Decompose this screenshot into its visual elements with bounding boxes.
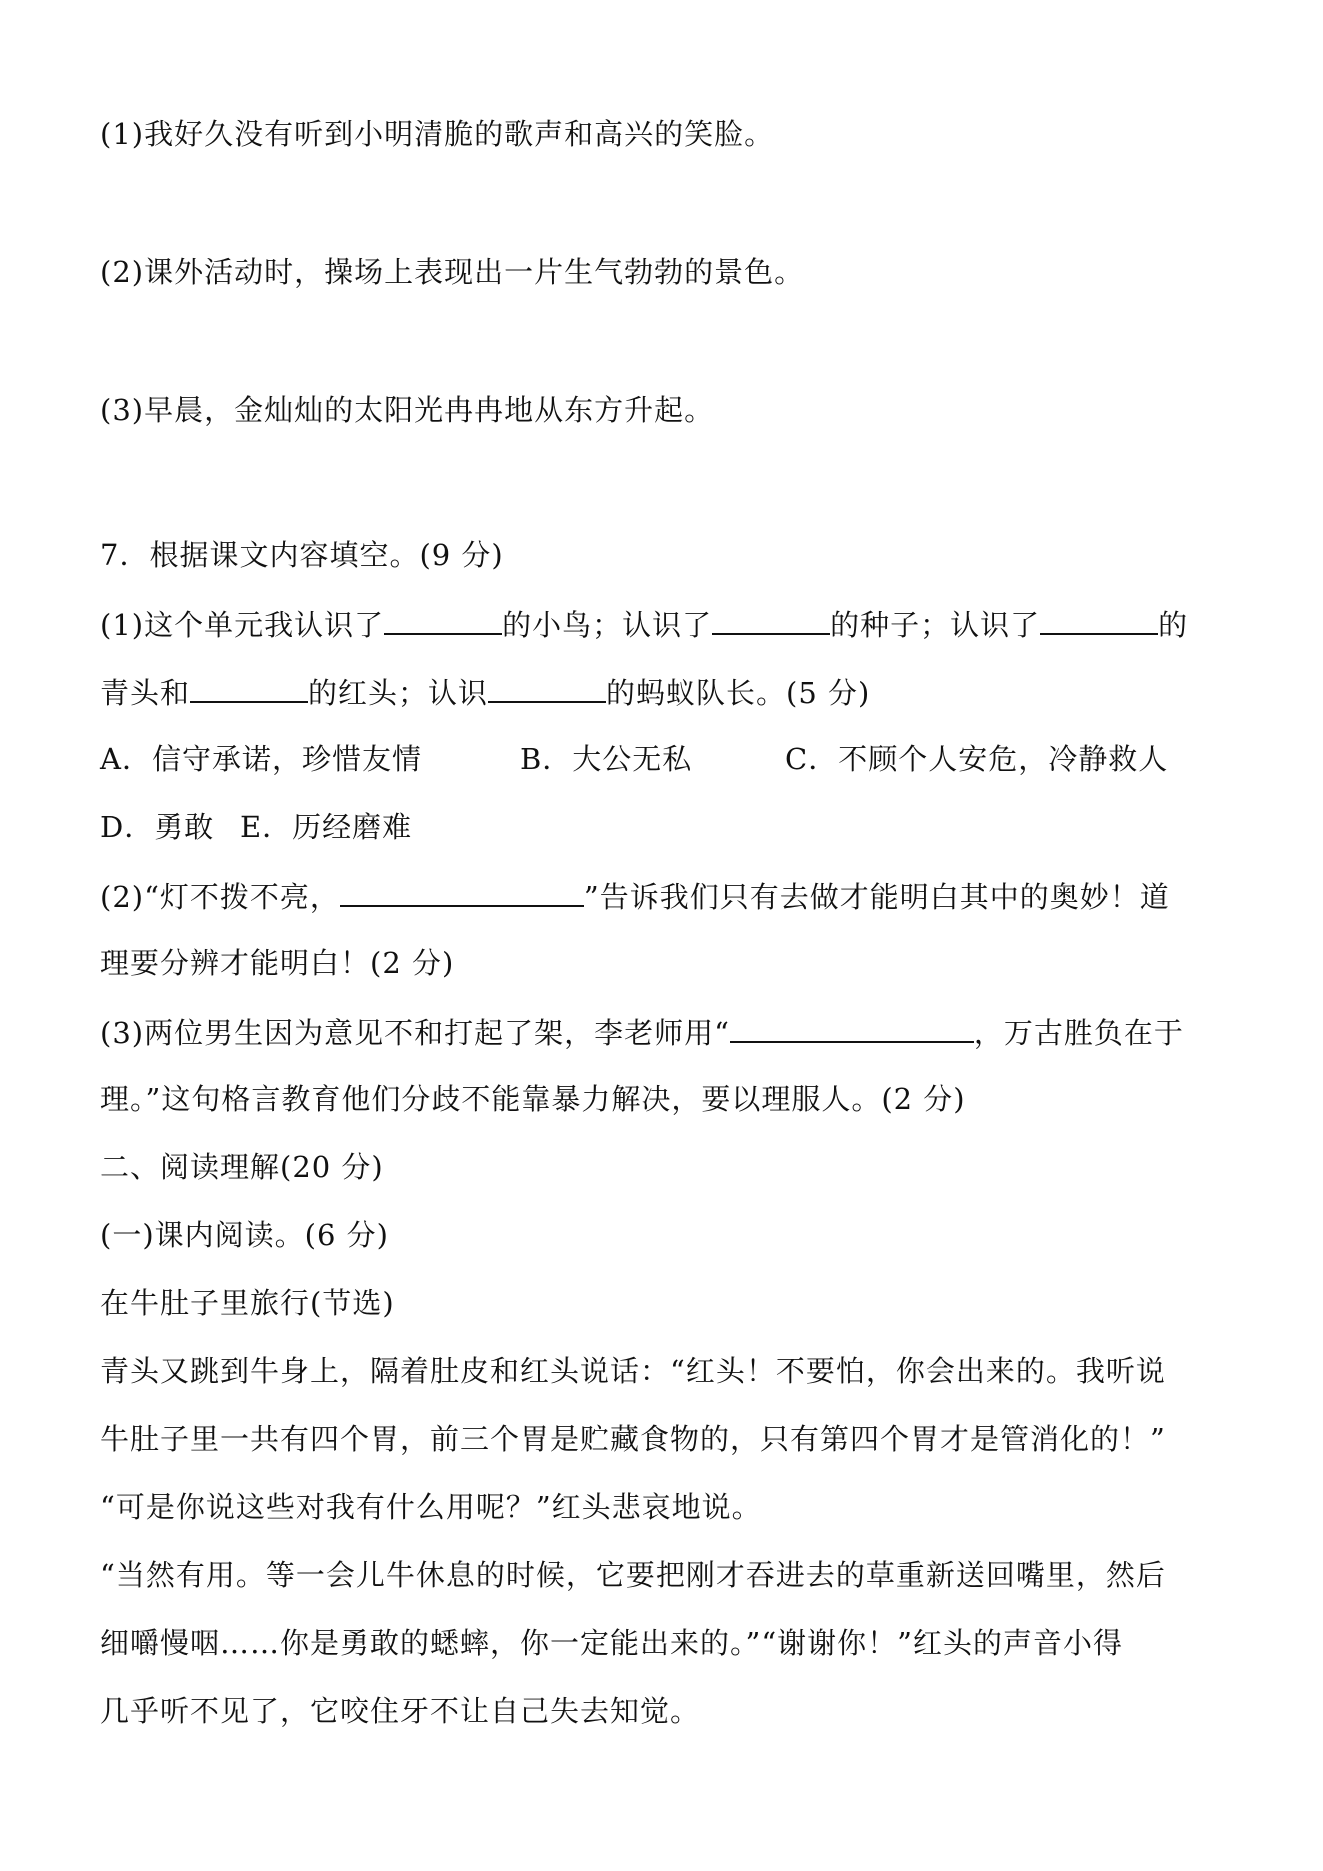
q7-1-text-c: 的种子；认识了 <box>830 608 1041 642</box>
passage-line: 细嚼慢咽……你是勇敢的蟋蟀，你一定能出来的。”“谢谢你！”红头的声音小得 <box>100 1626 1123 1660</box>
question-7-3-line1 <box>100 1011 1243 1053</box>
question-7-2-line1 <box>100 875 1243 917</box>
option-b: B．大公无私 <box>520 742 693 776</box>
answer-blank[interactable] <box>340 875 584 907</box>
q7-2-text-b: ”告诉我们只有去做才能明白其中的奥妙！道 <box>583 880 1170 914</box>
q7-3-text-a: (3)两位男生因为意见不和打起了架，李老师用“ <box>100 1016 730 1050</box>
sentence-1: (1)我好久没有听到小明清脆的歌声和高兴的笑脸。 <box>100 117 775 151</box>
answer-blank[interactable] <box>488 671 606 703</box>
question-7-1-line2 <box>100 671 1243 713</box>
answer-blank[interactable] <box>1040 603 1158 635</box>
q7-1-text-b: 的小鸟；认识了 <box>502 608 713 642</box>
passage-title: 在牛肚子里旅行(节选) <box>100 1286 395 1320</box>
option-e: E．历经磨难 <box>240 810 413 844</box>
answer-blank[interactable] <box>730 1011 974 1043</box>
passage-line: “当然有用。等一会儿牛休息的时候，它要把刚才吞进去的草重新送回嘴里，然后 <box>100 1558 1166 1592</box>
answer-blank[interactable] <box>190 671 308 703</box>
answer-blank[interactable] <box>712 603 830 635</box>
question-7-1-line1 <box>100 603 1243 645</box>
passage-line: 几乎听不见了，它咬住牙不让自己失去知觉。 <box>100 1694 701 1728</box>
subsection-title: (一)课内阅读。(6 分) <box>100 1218 389 1252</box>
question-7-title: 7．根据课文内容填空。(9 分) <box>100 538 504 572</box>
options-row-1 <box>100 739 1243 779</box>
q7-1-text-d: 的 <box>1158 608 1189 642</box>
question-7-3-line2: 理。”这句格言教育他们分歧不能靠暴力解决，要以理服人。(2 分) <box>100 1082 966 1116</box>
option-c: C．不顾个人安危，冷静救人 <box>785 742 1169 776</box>
q7-1-text-a: (1)这个单元我认识了 <box>100 608 385 642</box>
passage-line: 牛肚子里一共有四个胃，前三个胃是贮藏食物的，只有第四个胃才是管消化的！” <box>100 1422 1166 1456</box>
option-a: A．信守承诺，珍惜友情 <box>100 742 422 776</box>
sentence-3: (3)早晨，金灿灿的太阳光冉冉地从东方升起。 <box>100 393 715 427</box>
q7-1-text-f: 的红头；认识 <box>308 676 489 710</box>
q7-1-text-e: 青头和 <box>100 676 191 710</box>
question-7-2-line2: 理要分辨才能明白！(2 分) <box>100 946 455 980</box>
sentence-2: (2)课外活动时，操场上表现出一片生气勃勃的景色。 <box>100 255 805 289</box>
answer-blank[interactable] <box>384 603 502 635</box>
option-d: D．勇敢 <box>100 810 215 844</box>
q7-3-text-b: ，万古胜负在于 <box>973 1016 1184 1050</box>
q7-2-text-a: (2)“灯不拨不亮， <box>100 880 340 914</box>
q7-1-text-g: 的蚂蚁队长。(5 分) <box>606 676 871 710</box>
section-2-title: 二、阅读理解(20 分) <box>100 1150 384 1184</box>
options-row-2 <box>100 807 1243 847</box>
passage-line: 青头又跳到牛身上，隔着肚皮和红头说话：“红头！不要怕，你会出来的。我听说 <box>100 1354 1166 1388</box>
passage-line: “可是你说这些对我有什么用呢？”红头悲哀地说。 <box>100 1490 762 1524</box>
